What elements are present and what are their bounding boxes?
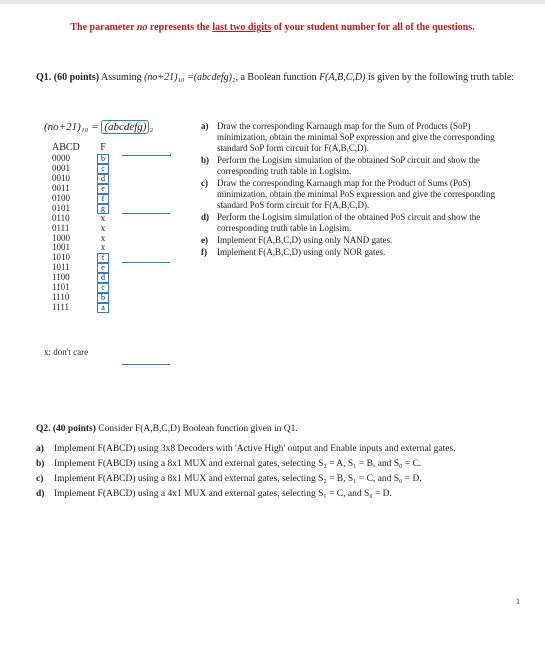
q1-part-text: Perform the Logisim simulation of the obtained SoP circuit and show the corresponding truth table in Logisim. xyxy=(217,155,480,176)
student-number-notice xyxy=(0,22,545,33)
q2-part-label: d) xyxy=(36,489,45,499)
row-f: x xyxy=(100,232,106,243)
q1-expression: (no+21)₁₀ =(abcdefg)₂ xyxy=(144,72,236,83)
q1-part-item xyxy=(201,235,521,246)
q1-part-text: Draw the corresponding Karnaugh map for the Product of Sums (PoS) minimization, obtain the minimal PoS expression and give the corresponding standard PoS form circuit for F(A,B,C,D). xyxy=(217,178,495,210)
q2-part-text: Implement F(ABCD) using a 8x1 MUX and external gates, selecting S₂ = A, S₁ = B, and S₀ = C. xyxy=(54,459,422,469)
row-abcd: 0000 xyxy=(52,153,70,164)
q1-text-b: , a Boolean function xyxy=(235,72,320,83)
q2-part-label: b) xyxy=(36,459,45,469)
row-abcd: 1000 xyxy=(52,232,70,243)
row-f xyxy=(94,154,112,164)
question-2 xyxy=(36,424,526,503)
f-value-box: b xyxy=(97,293,109,303)
bracket-bottom xyxy=(122,364,170,365)
q1-text-a: Assuming xyxy=(99,72,145,83)
dont-care-note: x: don't care xyxy=(44,347,89,357)
q1-part-label: a) xyxy=(201,121,209,131)
q2-part-text: Implement F(ABCD) using a 8x1 MUX and external gates, selecting S₂ = B, S₁ = C, and S₀ = D. xyxy=(54,474,422,484)
q2-part-text: Implement F(ABCD) using a 4x1 MUX and external gates, selecting S₁ = C, and S₀ = D. xyxy=(54,489,392,499)
q1-part-item xyxy=(201,247,521,258)
question-1-intro xyxy=(36,71,524,86)
notice-text-1: The parameter xyxy=(70,22,137,33)
bracket-stub-bottom xyxy=(122,262,170,263)
row-f xyxy=(94,184,112,194)
row-f xyxy=(94,164,112,174)
q1-part-item xyxy=(201,155,521,177)
f-value-box: c xyxy=(97,164,109,174)
q1-part-label: e) xyxy=(201,235,208,245)
row-f: x xyxy=(100,222,106,233)
row-abcd: 0100 xyxy=(52,193,70,204)
header-f: F xyxy=(100,141,106,153)
q2-part-label: a) xyxy=(36,444,44,454)
f-value-box: a xyxy=(97,303,109,313)
q1-part-label: f) xyxy=(201,247,207,257)
truth-table xyxy=(52,141,112,313)
row-abcd: 1010 xyxy=(52,252,70,263)
f-value-box: e xyxy=(97,184,109,194)
q1-part-text: Perform the Logisim simulation of the obtained PoS circuit and show the corresponding truth table in Logisim. xyxy=(217,212,481,233)
top-divider xyxy=(0,0,545,4)
row-f xyxy=(94,263,112,273)
bracket-stub-top xyxy=(122,213,170,214)
question-1-parts xyxy=(201,121,521,259)
tt-title-left: (no+21)₁₀ = xyxy=(44,121,102,133)
f-value-box: b xyxy=(97,154,109,164)
q2-text: Consider F(A,B,C,D) Boolean function given in Q1. xyxy=(95,424,298,434)
q1-part-label: b) xyxy=(201,155,210,165)
row-f xyxy=(94,174,112,184)
q1-part-text: Draw the corresponding Karnaugh map for the Sum of Products (SoP) minimization, obtain the minimal SoP expression and give the corresponding standard SoP form circuit for F(A,B,C,D). xyxy=(217,121,495,153)
q2-part-text: Implement F(ABCD) using 3x8 Decoders with 'Active High' output and Enable inputs and external gates. xyxy=(54,444,456,454)
row-abcd: 0001 xyxy=(52,163,70,174)
row-f xyxy=(94,293,112,303)
f-value-box: f xyxy=(97,194,109,204)
f-value-box: d xyxy=(97,174,109,184)
truth-table-title xyxy=(44,121,153,133)
row-abcd: 1100 xyxy=(52,272,70,283)
tt-title-boxed: (abcdefg) xyxy=(101,120,149,134)
q2-part-item xyxy=(36,488,526,500)
notice-text-2: represents the xyxy=(147,22,213,33)
row-f xyxy=(94,194,112,204)
row-abcd: 0110 xyxy=(52,213,70,223)
q1-part-label: d) xyxy=(201,212,210,222)
f-value-box: g xyxy=(97,204,109,214)
q2-part-label: c) xyxy=(36,474,44,484)
f-value-box: f xyxy=(97,253,109,263)
q1-part-text: Implement F(A,B,C,D) using only NOR gates. xyxy=(217,247,386,257)
q2-lead xyxy=(36,424,526,434)
row-f xyxy=(94,303,112,313)
row-abcd: 1011 xyxy=(52,262,70,273)
row-abcd: 1001 xyxy=(52,242,70,253)
row-abcd: 0010 xyxy=(52,173,70,184)
tt-title-sub: ₂ xyxy=(149,121,154,133)
row-abcd: 1101 xyxy=(52,282,70,293)
row-f: x xyxy=(100,242,106,253)
notice-text-3: of your student number for all of the questions. xyxy=(271,22,475,33)
f-value-box: c xyxy=(97,283,109,293)
notice-underlined: last two digits xyxy=(212,22,272,33)
row-f: x xyxy=(100,213,106,223)
table-row xyxy=(52,303,112,313)
q1-label: Q1. (60 points) xyxy=(36,72,100,83)
q2-part-item xyxy=(36,473,526,485)
bracket-top xyxy=(122,154,171,156)
q1-part-item xyxy=(201,121,521,154)
page-number: 1 xyxy=(516,597,520,606)
q1-part-item xyxy=(201,212,521,234)
row-abcd: 0011 xyxy=(52,183,70,194)
row-f xyxy=(94,253,112,263)
f-value-box: e xyxy=(97,263,109,273)
q2-part-item xyxy=(36,458,526,470)
row-f xyxy=(94,273,112,283)
f-value-box: d xyxy=(97,273,109,283)
row-abcd: 1110 xyxy=(52,292,70,303)
row-abcd: 0101 xyxy=(52,203,70,214)
row-f xyxy=(94,283,112,293)
notice-param: no xyxy=(136,22,148,33)
header-abcd: ABCD xyxy=(52,141,80,153)
q1-function: F(A,B,C,D) xyxy=(319,72,366,83)
q1-part-text: Implement F(A,B,C,D) using only NAND gates. xyxy=(217,235,393,245)
row-abcd: 1111 xyxy=(52,302,69,313)
q2-label: Q2. (40 points) xyxy=(36,424,96,434)
q1-text-c: is given by the following truth table: xyxy=(365,72,515,83)
q2-part-item xyxy=(36,443,526,455)
q1-part-label: c) xyxy=(201,178,208,188)
truth-table-header xyxy=(52,141,112,154)
q1-part-item xyxy=(201,178,521,211)
row-abcd: 0111 xyxy=(52,222,70,233)
